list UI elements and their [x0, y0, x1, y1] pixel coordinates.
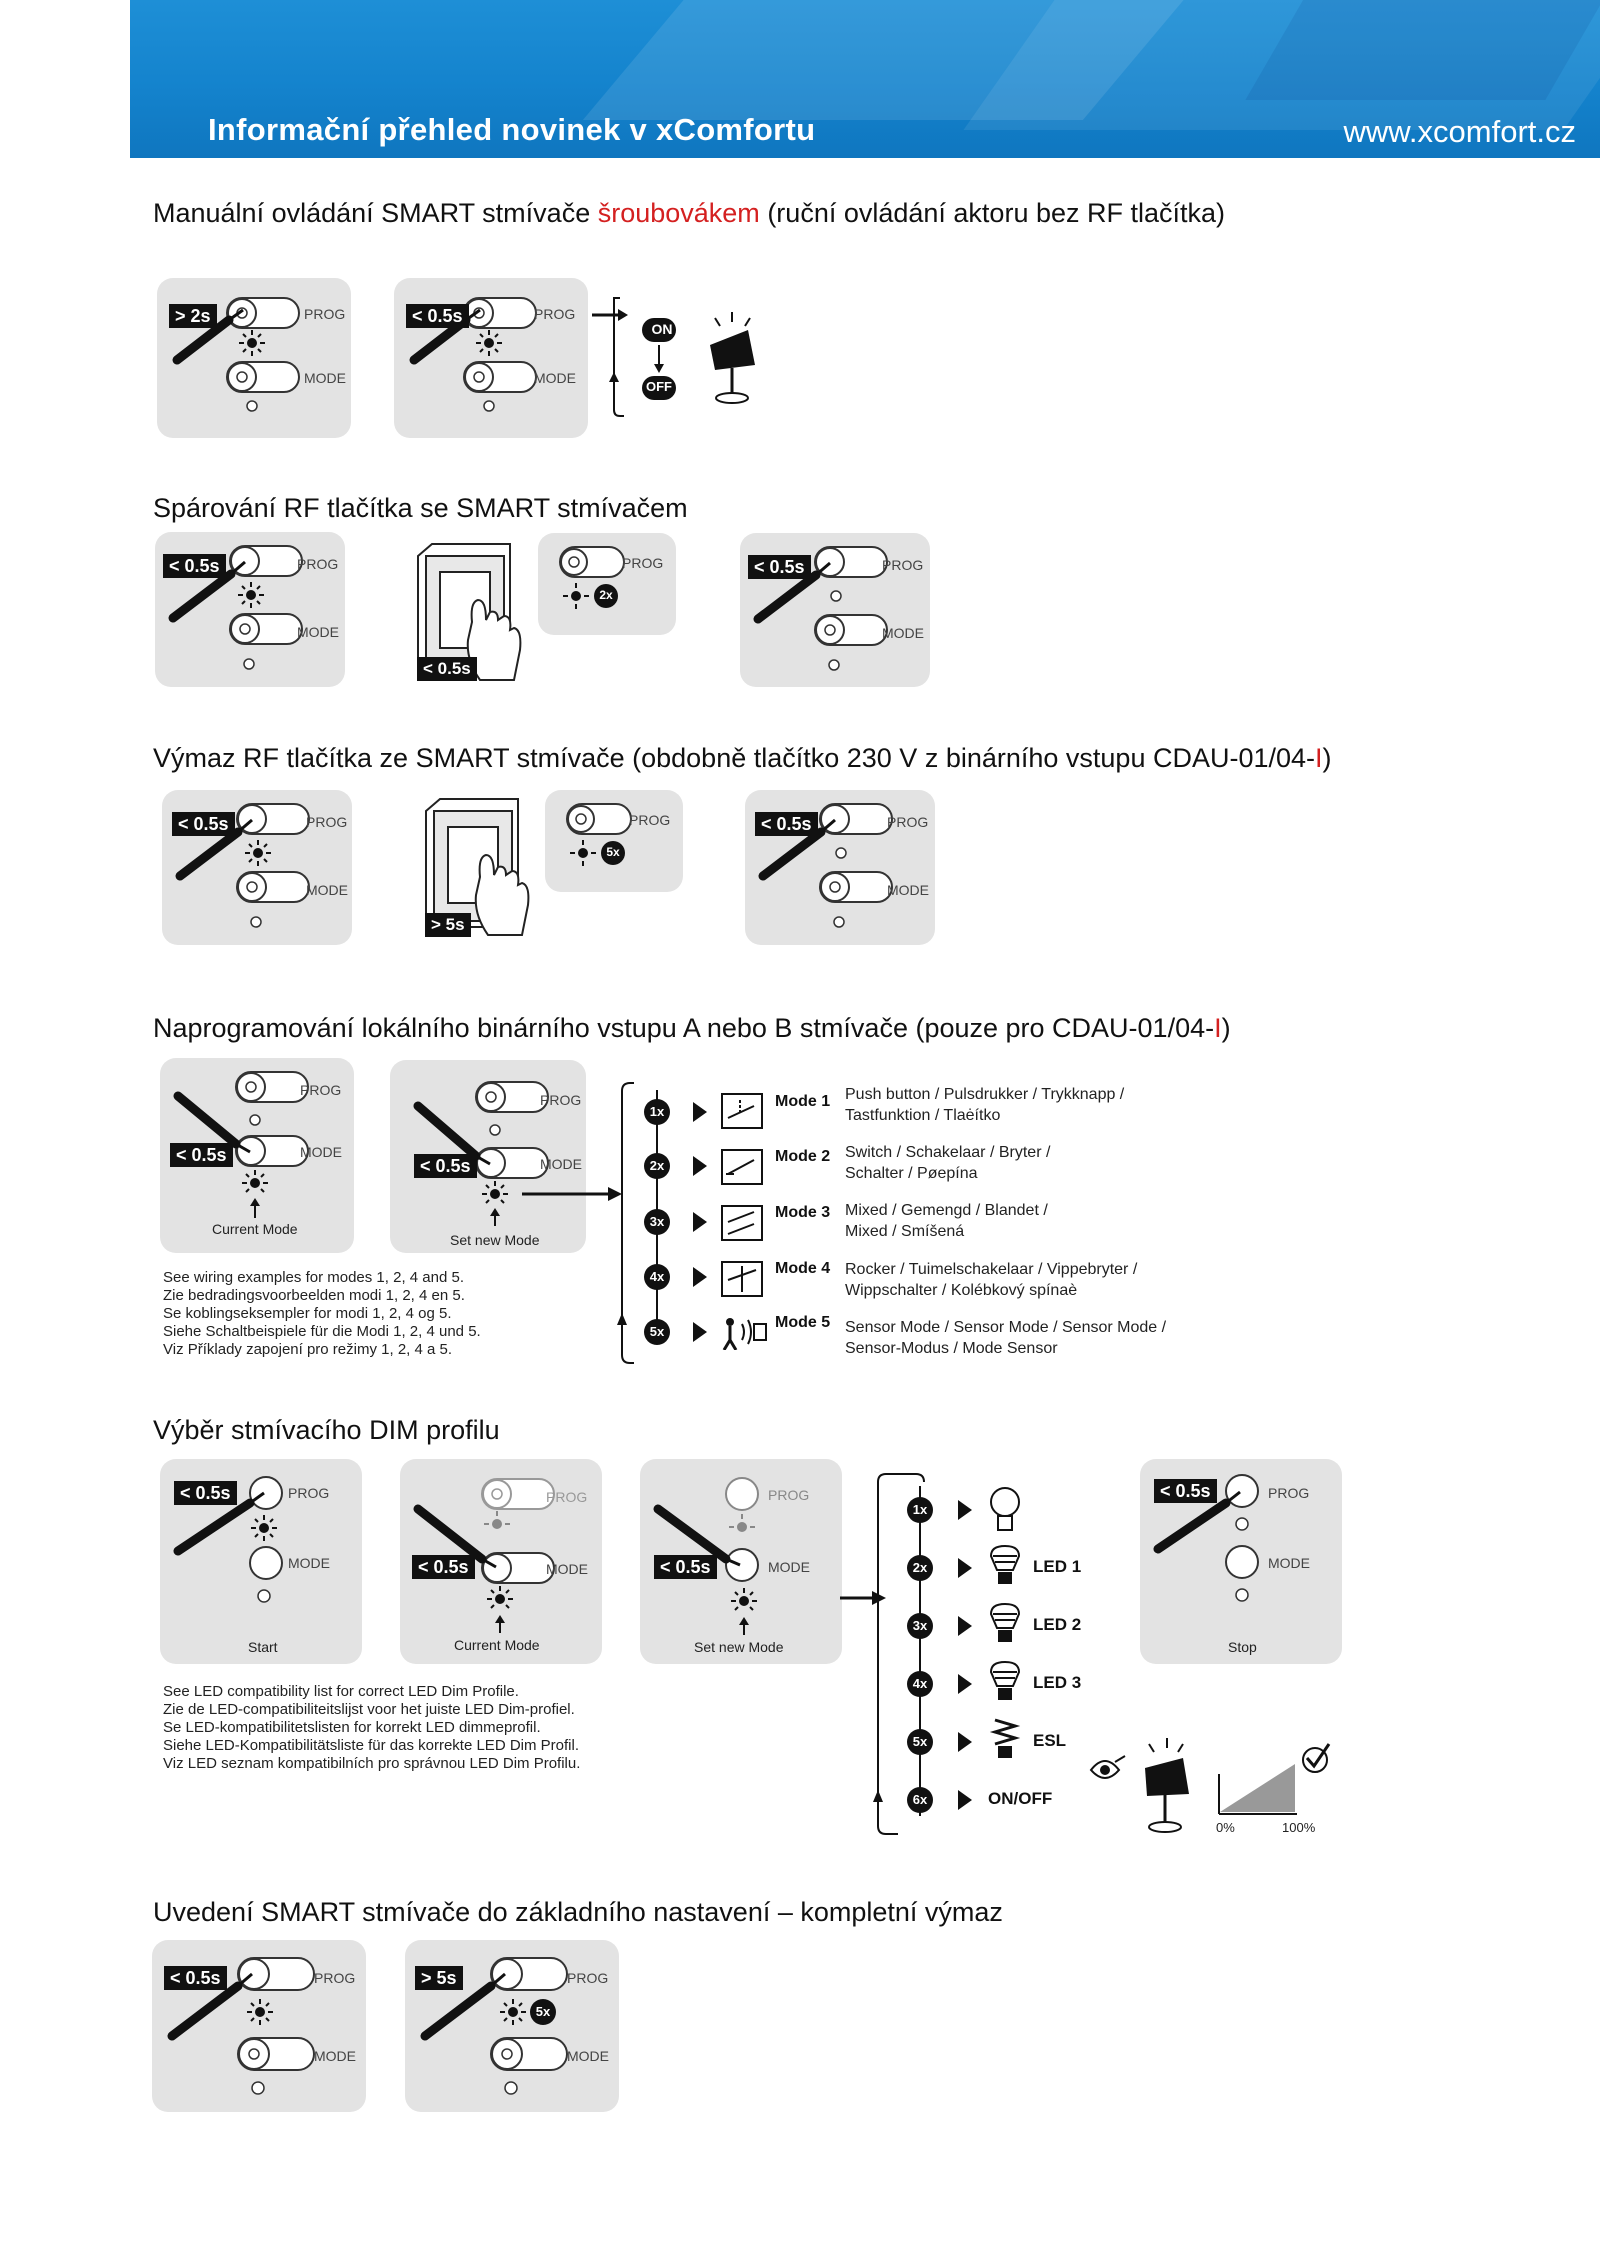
led-bulb-icon: [991, 1604, 1019, 1642]
mode-label: MODE: [540, 1156, 582, 1172]
prog-label: PROG: [887, 814, 929, 830]
prog-label: PROG: [768, 1487, 810, 1503]
cfl-bulb-icon: [995, 1720, 1015, 1758]
step-panel: [152, 1940, 366, 2112]
blink-led-icon: [242, 1170, 268, 1192]
blink-led-icon: [487, 1586, 513, 1608]
arrow-right-icon: [958, 1674, 972, 1694]
lamp-icon: [710, 312, 755, 403]
mode-count-badge: 3x: [644, 1209, 670, 1235]
time-tag: < 0.5s: [170, 1143, 233, 1167]
stop-caption: Stop: [1228, 1639, 1257, 1655]
section-heading-binary-input: Naprogramování lokálního binárního vstupu A nebo B stmívače (pouze pro CDAU-01/04-I): [153, 1013, 1231, 1043]
mode-label: MODE: [297, 624, 339, 640]
mode-label: MODE: [300, 1144, 342, 1160]
prog-label: PROG: [534, 306, 576, 322]
step-panel: [394, 278, 588, 438]
press-time-tag: > 5s: [425, 913, 471, 937]
prog-label: PROG: [629, 812, 671, 828]
motion-sensor-icon: [724, 1318, 766, 1350]
blink-count: 2x: [599, 588, 613, 602]
mode-label: MODE: [887, 882, 929, 898]
mode-label: MODE: [1268, 1555, 1310, 1571]
mode-count-badge: 5x: [644, 1319, 670, 1345]
switch-type-icons: [720, 1090, 770, 1350]
arrow-right-icon: [958, 1558, 972, 1578]
blink-count: 5x: [606, 845, 620, 859]
blink-led-icon: [731, 1588, 757, 1610]
prog-label: PROG: [304, 306, 346, 322]
time-tag: < 0.5s: [1154, 1479, 1217, 1503]
profile-label: LED 1: [1033, 1557, 1082, 1576]
prog-label: PROG: [622, 555, 664, 571]
profile-count-badge: 2x: [907, 1555, 933, 1581]
incandescent-bulb-icon: [991, 1488, 1019, 1530]
dimmer-buttons-diagram: [157, 278, 351, 438]
time-tag: < 0.5s: [654, 1555, 717, 1579]
prog-blink-diagram: [538, 533, 676, 635]
prog-label: PROG: [1268, 1485, 1310, 1501]
step-panel: [400, 1459, 602, 1664]
profile-label: ON/OFF: [988, 1789, 1053, 1808]
mode-label: MODE: [567, 2048, 609, 2064]
mode-title: Mode 5: [775, 1314, 831, 1331]
step-panel: [160, 1459, 362, 1664]
arrow-right-icon: [693, 1322, 707, 1342]
led-bulb-icon: [991, 1662, 1019, 1700]
mode-description: Rocker / Tuimelschakelaar / Vippebryter / Wippschalter / Kolébkový spínaè: [845, 1261, 1138, 1299]
mixed-switch-icon: [722, 1206, 762, 1240]
mode-label: MODE: [882, 625, 924, 641]
mode-description: Sensor Mode / Sensor Mode / Sensor Mode / Sensor-Modus / Mode Sensor: [845, 1319, 1167, 1357]
section-heading-dim-profile: Výběr stmívacího DIM profilu: [153, 1415, 500, 1445]
push-button-icon: [722, 1094, 762, 1128]
blink-count: 5x: [535, 2004, 551, 2019]
time-tag: < 0.5s: [163, 554, 226, 578]
led-bulb-icon: [991, 1546, 1019, 1584]
off-label: OFF: [646, 379, 672, 394]
header-url[interactable]: www.xcomfort.cz: [1343, 114, 1576, 149]
dimmer-buttons-diagram: [394, 278, 588, 438]
lamp-icon: [1145, 1738, 1189, 1832]
press-time-tag: < 0.5s: [417, 657, 477, 681]
mode-label: MODE: [534, 370, 576, 386]
mode-count-badge: 1x: [644, 1099, 670, 1125]
blink-led-icon: [239, 330, 265, 356]
mode-label: MODE: [306, 882, 348, 898]
prog-label: PROG: [567, 1970, 609, 1986]
led-compatibility-note: See LED compatibility list for correct LED Dim Profile. Zie de LED-compatibiliteitslijst voor het juiste LED Dim-profiel. Se LED-kompatibilitetslisten for korrekt LED dimmeprofil. Siehe LED-Kompatibilitätsliste für das korrekte LED Dim Profil. Viz LED seznam kompatibilních pro správnou LED Dim Profilu.: [163, 1683, 581, 1772]
step-panel: [640, 1459, 842, 1664]
time-tag: > 5s: [415, 1966, 463, 1990]
arrow-right-icon: [693, 1102, 707, 1122]
rocker-switch-icon: [722, 1262, 762, 1296]
blink-led-icon: [238, 582, 264, 608]
mode-title: Mode 4: [775, 1260, 831, 1277]
set-new-mode-caption: Set new Mode: [694, 1639, 784, 1655]
mode-label: MODE: [314, 2048, 356, 2064]
step-panel: [157, 278, 351, 438]
switch-icon: [722, 1150, 762, 1184]
checkmark-icon: [1303, 1744, 1329, 1772]
prog-label: PROG: [540, 1092, 582, 1108]
mode-label: MODE: [304, 370, 346, 386]
step-panel: [538, 533, 676, 635]
section-heading-factory-reset: Uvedení SMART stmívače do základního nastavení – kompletní výmaz: [153, 1897, 1003, 1927]
arrow-right-icon: [958, 1790, 972, 1810]
mode-count-badge: 2x: [644, 1153, 670, 1179]
set-new-mode-caption: Set new Mode: [450, 1232, 540, 1248]
blink-led-icon: [500, 1999, 526, 2025]
blink-led-icon: [245, 840, 271, 866]
blink-led-icon: [247, 1999, 273, 2025]
mode-label: MODE: [768, 1559, 810, 1575]
section-heading-pairing: Spárování RF tlačítka se SMART stmívačem: [153, 493, 688, 523]
current-mode-caption: Current Mode: [212, 1221, 298, 1237]
header-title: Informační přehled novinek v xComfortu: [208, 112, 816, 147]
arrow-right-icon: [958, 1732, 972, 1752]
mode-count-badge: 4x: [644, 1264, 670, 1290]
header-banner: [130, 0, 1600, 158]
prog-label: PROG: [297, 556, 339, 572]
prog-label: PROG: [306, 814, 348, 830]
step-panel: [1140, 1459, 1342, 1664]
arrow-right-icon: [693, 1212, 707, 1232]
arrow-right-icon: [693, 1156, 707, 1176]
step-panel: [155, 532, 345, 687]
arrow-right-icon: [958, 1500, 972, 1520]
mode-label: MODE: [546, 1561, 588, 1577]
on-label: ON: [651, 321, 673, 337]
step-panel: [745, 790, 935, 945]
percent-min-label: 0%: [1216, 1820, 1235, 1835]
profile-count-badge: 3x: [907, 1613, 933, 1639]
step-panel: [160, 1058, 354, 1253]
time-tag: < 0.5s: [748, 555, 811, 579]
blink-led-icon: [476, 330, 502, 356]
mode-title: Mode 3: [775, 1204, 831, 1221]
prog-label: PROG: [882, 557, 924, 573]
step-panel: [740, 533, 930, 687]
profile-count-badge: 5x: [907, 1729, 933, 1755]
on-off-toggle-diagram: [590, 290, 780, 430]
percent-max-label: 100%: [1282, 1820, 1316, 1835]
profile-label: LED 2: [1033, 1615, 1082, 1634]
step-panel: [162, 790, 352, 945]
mode-description: Mixed / Gemengd / Blandet / Mixed / Smíšená: [845, 1202, 1048, 1240]
prog-blink-diagram: [545, 790, 683, 892]
arrow-right-icon: [693, 1267, 707, 1287]
section-heading-delete: Výmaz RF tlačítka ze SMART stmívače (obdobně tlačítko 230 V z binárního vstupu CDAU-01/04-I): [153, 743, 1332, 773]
step-panel: [545, 790, 683, 892]
time-tag: < 0.5s: [172, 812, 235, 836]
section-heading-manual: Manuální ovládání SMART stmívače šroubovákem (ruční ovládání aktoru bez RF tlačítka): [153, 198, 1226, 228]
time-tag: > 2s: [169, 304, 217, 328]
current-mode-caption: Current Mode: [454, 1637, 540, 1653]
mode-title: Mode 2: [775, 1148, 831, 1165]
start-caption: Start: [248, 1639, 278, 1655]
step-panel: [405, 1940, 619, 2112]
prog-label: PROG: [288, 1485, 330, 1501]
mode-description: Switch / Schakelaar / Bryter / Schalter / Pøepína: [845, 1144, 1051, 1182]
blink-led-icon: [482, 1181, 508, 1203]
mode-label: MODE: [288, 1555, 330, 1571]
mode-title: Mode 1: [775, 1093, 831, 1110]
profile-label: ESL: [1033, 1731, 1067, 1750]
prog-label: PROG: [300, 1082, 342, 1098]
wiring-note: See wiring examples for modes 1, 2, 4 and 5. Zie bedradingsvoorbeelden modi 1, 2, 4 en 5. Se koblingseksempler for modi 1, 2, 4 og 5. Siehe Schaltbeispiele für die Modi 1, 2, 4 und 5. Viz Příklady zapojení pro režimy 1, 2, 4 a 5.: [163, 1269, 481, 1358]
time-tag: < 0.5s: [164, 1966, 227, 1990]
eye-icon: [1091, 1756, 1125, 1778]
prog-label: PROG: [314, 1970, 356, 1986]
arrow-right-icon: [958, 1616, 972, 1636]
profile-label: LED 3: [1033, 1673, 1082, 1692]
profile-count-badge: 1x: [907, 1497, 933, 1523]
time-tag: < 0.5s: [174, 1481, 237, 1505]
prog-label: PROG: [546, 1489, 588, 1505]
dimming-ramp-icon: [1219, 1764, 1297, 1814]
profile-count-badge: 6x: [907, 1787, 933, 1813]
bulb-type-icons: [985, 1484, 1025, 1764]
profile-count-badge: 4x: [907, 1671, 933, 1697]
mode-description: Push button / Pulsdrukker / Trykknapp / Tastfunktion / Tlaėítko: [845, 1086, 1125, 1124]
time-tag: < 0.5s: [414, 1154, 477, 1178]
time-tag: < 0.5s: [406, 304, 469, 328]
time-tag: < 0.5s: [412, 1555, 475, 1579]
blink-led-icon: [251, 1515, 277, 1541]
time-tag: < 0.5s: [755, 812, 818, 836]
